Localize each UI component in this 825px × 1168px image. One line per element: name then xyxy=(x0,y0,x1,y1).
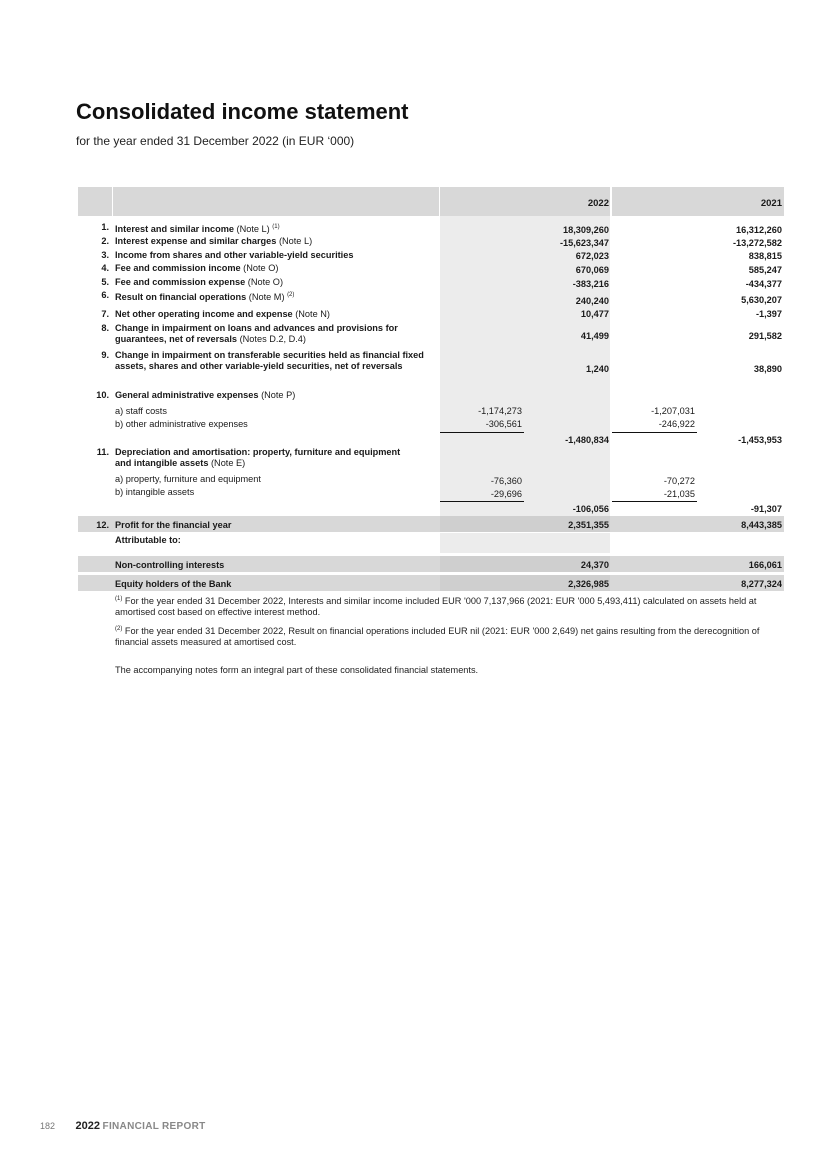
row-label: Income from shares and other variable-yield securities xyxy=(115,250,354,260)
subvalue-2021: -21,035 xyxy=(663,489,695,499)
value-2022: 24,370 xyxy=(580,560,609,570)
subvalue-2021: -70,272 xyxy=(663,476,695,486)
row-label: Interest expense and similar charges (Note L) xyxy=(115,236,313,246)
row-label: Fee and commission expense (Note O) xyxy=(115,277,284,287)
value-2022: 240,240 xyxy=(575,296,609,306)
value-2022: -383,216 xyxy=(572,279,609,289)
footnote-1: $^{(1)}$ For the year ended 31 December 2022, Interests and similar income included EUR '000 7,137,966 (2021: EUR '000 5,493,411) calculated on assets held at amortised cost based on effective interest method. xyxy=(115,596,757,618)
value-2021: 8,443,385 xyxy=(741,520,782,530)
subvalue-2022: -29,696 xyxy=(490,489,522,499)
subtotal-underline xyxy=(612,432,697,433)
page-subtitle: for the year ended 31 December 2022 (in EUR ‘000) xyxy=(76,134,355,148)
value-2022: 2,351,355 xyxy=(568,520,609,530)
page-title: Consolidated income statement xyxy=(76,99,409,124)
value-2021: -1,453,953 xyxy=(738,435,782,445)
value-2021: -13,272,582 xyxy=(732,238,782,248)
value-2021: 5,630,207 xyxy=(741,295,782,305)
row-label: Depreciation and amortisation: property, furniture and equipment and intangible assets (Note E) xyxy=(115,447,401,468)
row-number: 7. xyxy=(101,309,109,319)
subrow-label: a) property, furniture and equipment xyxy=(115,474,261,484)
value-2021: 8,277,324 xyxy=(741,579,782,589)
value-2022: 10,477 xyxy=(580,309,609,319)
row-number: 5. xyxy=(101,277,109,287)
value-2022: -106,056 xyxy=(572,504,609,514)
subtotal-underline xyxy=(440,501,524,502)
report-name: FINANCIAL REPORT xyxy=(102,1121,206,1132)
current-year-column-shade xyxy=(440,533,610,553)
subvalue-2021: -246,922 xyxy=(658,419,695,429)
row-number: 6. xyxy=(101,290,109,300)
row-label: Profit for the financial year xyxy=(115,520,232,530)
value-2022: -15,623,347 xyxy=(559,238,609,248)
row-number: 11. xyxy=(96,447,109,457)
subvalue-2021: -1,207,031 xyxy=(651,406,695,416)
column-header-2022: 2022 xyxy=(587,198,609,209)
header-divider xyxy=(610,187,612,216)
value-2021: 166,061 xyxy=(748,560,782,570)
value-2021: 585,247 xyxy=(748,265,782,275)
value-2021: 291,582 xyxy=(748,331,782,341)
value-2022: 2,326,985 xyxy=(568,579,609,589)
value-2021: -91,307 xyxy=(750,504,782,514)
column-header-2021: 2021 xyxy=(760,198,782,209)
footnote-2: $^{(2)}$ For the year ended 31 December 2022, Result on financial operations included EUR nil (2021: EUR '000 2,649) net gains resulting from the derecognition of financial assets measured at amortised cost. xyxy=(115,626,760,648)
subrow-label: b) other administrative expenses xyxy=(115,419,248,429)
subvalue-2022: -1,174,273 xyxy=(478,406,522,416)
row-label: Equity holders of the Bank xyxy=(115,579,232,589)
value-2021: 838,815 xyxy=(748,251,782,261)
accompanying-notes-text: The accompanying notes form an integral part of these consolidated financial statements. xyxy=(115,665,479,675)
row-number: 4. xyxy=(101,263,109,273)
value-2021: 16,312,260 xyxy=(736,225,782,235)
value-2022: 18,309,260 xyxy=(563,225,609,235)
row-number: 9. xyxy=(101,350,109,360)
subvalue-2022: -76,360 xyxy=(490,476,522,486)
value-2022: 670,069 xyxy=(575,265,609,275)
row-number: 1. xyxy=(101,222,109,232)
value-2022: 41,499 xyxy=(580,331,609,341)
row-label: Result on financial operations (Note M) $^{(2)}$ xyxy=(115,292,295,303)
row-label: Non-controlling interests xyxy=(115,560,225,570)
subtotal-underline xyxy=(440,432,524,433)
row-label: General administrative expenses (Note P) xyxy=(115,390,296,400)
report-year: 2022 xyxy=(75,1120,101,1132)
subvalue-2022: -306,561 xyxy=(485,419,522,429)
row-number: 3. xyxy=(101,250,109,260)
value-2021: -1,397 xyxy=(755,309,782,319)
header-divider xyxy=(112,187,113,216)
row-number: 8. xyxy=(101,323,109,333)
row-label: Change in impairment on transferable securities held as financial fixed assets, shares and other variable-yield securities, net of reversals xyxy=(115,350,424,371)
subtotal-underline xyxy=(612,501,697,502)
value-2022: 1,240 xyxy=(586,364,609,374)
value-2021: -434,377 xyxy=(745,279,782,289)
row-number: 12. xyxy=(96,520,109,530)
row-label: Interest and similar income (Note L) $^{(1)}$ xyxy=(115,224,280,235)
row-label: Net other operating income and expense (Note N) xyxy=(115,309,330,319)
row-label: Attributable to: xyxy=(115,535,181,545)
row-number: 10. xyxy=(96,390,109,400)
value-2021: 38,890 xyxy=(753,364,782,374)
header-divider xyxy=(439,187,440,216)
row-label: Change in impairment on loans and advances and provisions for guarantees, net of reversals (Notes D.2, D.4) xyxy=(115,323,398,344)
page-number: 182 xyxy=(40,1121,56,1131)
page-footer xyxy=(40,1120,206,1132)
row-label: Fee and commission income (Note O) xyxy=(115,263,279,273)
row-number: 2. xyxy=(101,236,109,246)
subrow-label: a) staff costs xyxy=(115,406,167,416)
value-2022: -1,480,834 xyxy=(565,435,609,445)
subrow-label: b) intangible assets xyxy=(115,487,195,497)
value-2022: 672,023 xyxy=(575,251,609,261)
